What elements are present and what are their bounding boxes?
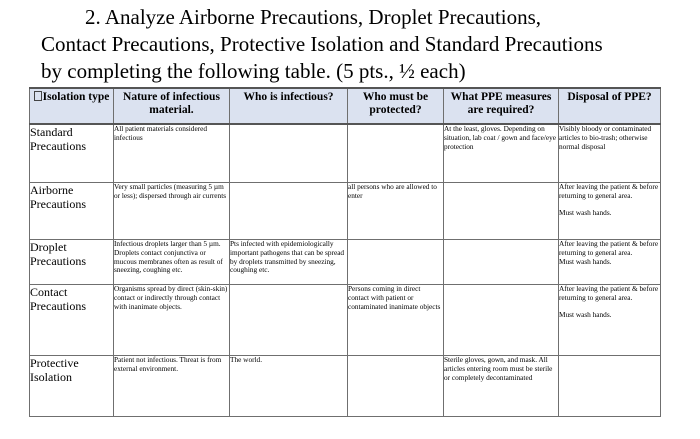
cell-who-infectious[interactable] <box>230 285 348 356</box>
cell-disposal[interactable] <box>559 356 661 417</box>
precautions-table <box>29 87 661 417</box>
cell-ppe[interactable] <box>444 240 559 285</box>
cell-disposal[interactable]: After leaving the patient & before returning to general area. Must wash hands. <box>559 240 661 285</box>
table-row <box>30 240 661 285</box>
cell-disposal[interactable]: After leaving the patient & before returning to general area. Must wash hands. <box>559 285 661 356</box>
header-nature: Nature of infectious material. <box>114 88 230 124</box>
question-line-1: 2. Analyze Airborne Precautions, Droplet Precautions, <box>85 5 542 29</box>
header-ppe: What PPE measures are required? <box>444 88 559 124</box>
cell-nature[interactable]: Organisms spread by direct (skin-skin) contact or indirectly through contact with inanimate objects. <box>114 285 230 356</box>
cell-who-infectious[interactable]: The world. <box>230 356 348 417</box>
table-row <box>30 183 661 240</box>
cell-nature[interactable]: All patient materials considered infectious <box>114 124 230 183</box>
cell-who-protected[interactable] <box>348 356 444 417</box>
header-disposal: Disposal of PPE? <box>559 88 661 124</box>
cell-ppe[interactable] <box>444 285 559 356</box>
cell-disposal[interactable]: After leaving the patient & before returning to general area. Must wash hands. <box>559 183 661 240</box>
row-type: Contact Precautions <box>30 285 114 356</box>
cell-who-protected[interactable]: all persons who are allowed to enter <box>348 183 444 240</box>
header-who-protected: Who must be protected? <box>348 88 444 124</box>
header-isolation-type: Isolation type <box>30 88 114 124</box>
question-line-2: Contact Precautions, Protective Isolation and Standard Precautions <box>41 32 603 56</box>
question-line-3: by completing the following table. (5 pts., ½ each) <box>41 59 466 83</box>
cell-who-protected[interactable]: Persons coming in direct contact with patient or contaminated inanimate objects <box>348 285 444 356</box>
cell-who-infectious[interactable] <box>230 183 348 240</box>
cell-who-infectious[interactable]: Pts infected with epidemiologically important pathogens that can be spread by droplets transmitted by sneezing, coughing etc. <box>230 240 348 285</box>
table-header-row <box>30 88 661 124</box>
table-row <box>30 124 661 183</box>
cell-nature[interactable]: Very small particles (measuring 5 µm or less); dispersed through air currents <box>114 183 230 240</box>
cell-nature[interactable]: Patient not infectious. Threat is from external environment. <box>114 356 230 417</box>
cell-who-infectious[interactable] <box>230 124 348 183</box>
cell-ppe[interactable]: At the least, gloves. Depending on situation, lab coat / gown and face/eye protection <box>444 124 559 183</box>
row-type: Protective Isolation <box>30 356 114 417</box>
table-row <box>30 285 661 356</box>
cell-disposal[interactable]: Visibly bloody or contaminated articles to bio-trash; otherwise normal disposal <box>559 124 661 183</box>
cell-nature[interactable]: Infectious droplets larger than 5 µm. Droplets contact conjunctiva or mucous membranes often as result of sneezing, coughing etc. <box>114 240 230 285</box>
checkbox-glyph-icon <box>34 91 42 101</box>
row-type: Airborne Precautions <box>30 183 114 240</box>
cell-who-protected[interactable] <box>348 124 444 183</box>
cell-ppe[interactable] <box>444 183 559 240</box>
header-who-infectious: Who is infectious? <box>230 88 348 124</box>
table-row <box>30 356 661 417</box>
row-type: Standard Precautions <box>30 124 114 183</box>
row-type: Droplet Precautions <box>30 240 114 285</box>
cell-who-protected[interactable] <box>348 240 444 285</box>
cell-ppe[interactable]: Sterile gloves, gown, and mask. All articles entering room must be sterile or completely decontaminated <box>444 356 559 417</box>
